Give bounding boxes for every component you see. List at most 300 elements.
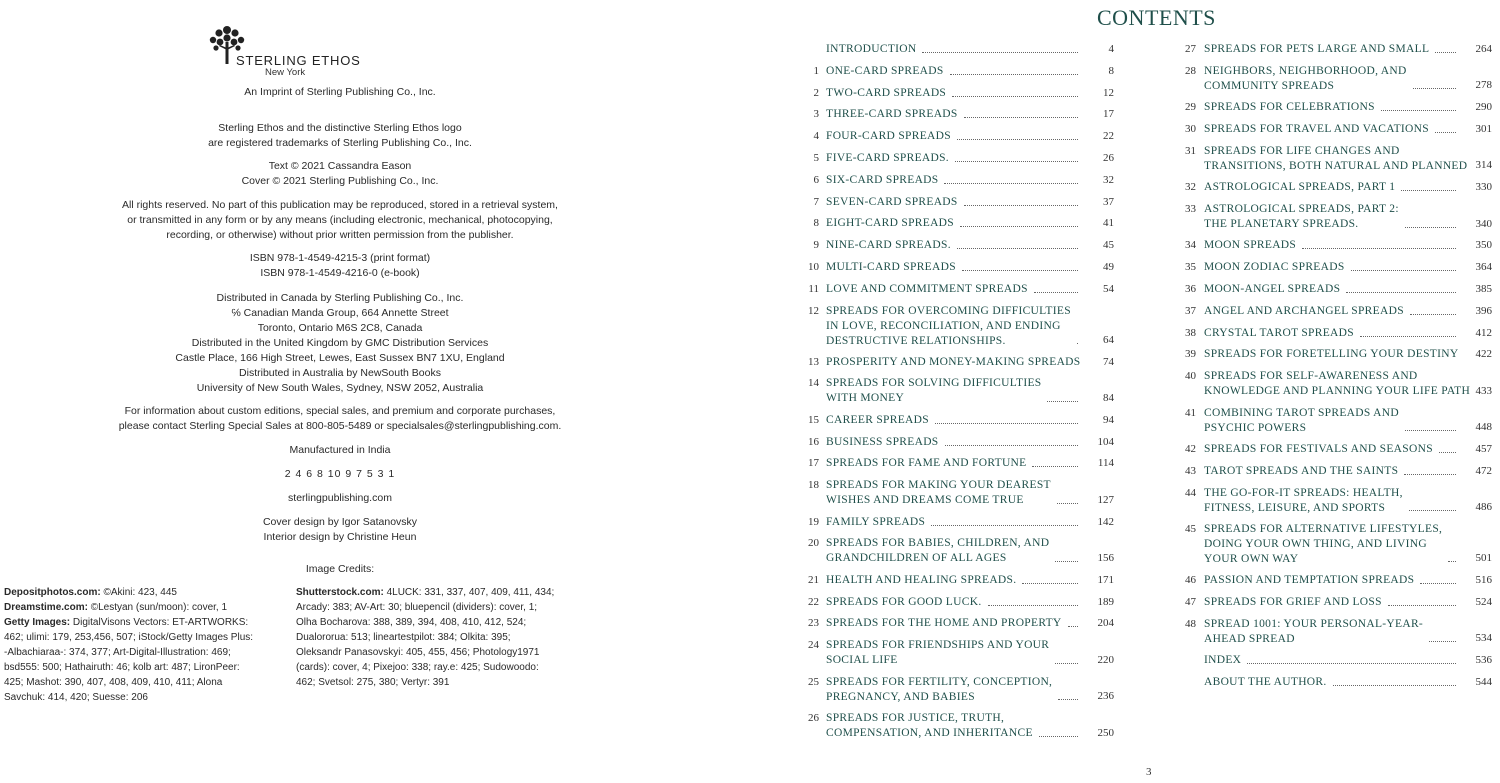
toc-leader-dots: [922, 52, 1078, 53]
toc-page-number: 330: [1475, 181, 1492, 194]
toc-leader-dots: [1405, 227, 1456, 228]
toc-page-number: 350: [1475, 239, 1492, 252]
toc-page-number: 314: [1475, 159, 1492, 172]
toc-chapter-number: 13: [808, 355, 819, 368]
brand-city: New York: [265, 67, 306, 78]
toc-page-number: 457: [1475, 443, 1492, 455]
toc-title-line: COMPENSATION, AND INHERITANCE: [826, 727, 1033, 739]
credit-line: [296, 600, 554, 615]
distribution-block: Distributed in Canada by Sterling Publishing Co., Inc. ℅ Canadian Manda Group, 664 Annette Street Toronto, Ontario M6S 2C8, Canada Distributed in the United Kingdom by GMC Distribution Services Castle Place, 166 High Street, Lewes, East Sussex BN7 1XU, England Distributed in Australia by NewSouth Books University of New South Wales, Sydney, NSW 2052, Australia: [175, 292, 505, 394]
toc-page-number: 171: [1097, 573, 1114, 586]
toc-chapter-number: 6: [813, 173, 819, 186]
image-credits-left: [4, 585, 253, 705]
toc-page-number: 448: [1475, 421, 1492, 434]
toc-title: [1204, 406, 1399, 436]
toc-leader-dots: [1022, 583, 1078, 584]
toc-title-line: SOCIAL LIFE: [826, 654, 898, 667]
toc-chapter-number: 8: [813, 217, 819, 230]
brand-name: STERLING ETHOS: [236, 53, 361, 68]
manufactured-line: Manufactured in India: [289, 444, 391, 456]
toc-page-number: 84: [1103, 391, 1114, 404]
toc-title-line: SPREADS FOR ALTERNATIVE LIFESTYLES,: [1204, 523, 1443, 535]
toc-leader-dots: [945, 445, 1078, 446]
trademark-notice: Sterling Ethos and the distinctive Sterling Ethos logo are registered trademarks of Sterling Publishing Co., Inc.: [208, 122, 472, 149]
image-credits-right: [296, 585, 554, 690]
toc-title: [1204, 595, 1382, 610]
toc-title-line: FIVE-CARD SPREADS.: [826, 152, 949, 164]
toc-title: [1204, 442, 1433, 457]
toc-page-number: 114: [1097, 457, 1114, 470]
toc-title-line: LOVE AND COMMITMENT SPREADS: [826, 282, 1028, 295]
toc-title-line: TAROT SPREADS AND THE SAINTS: [1204, 464, 1399, 477]
credit-text: Olha Bocharova: 388, 389, 394, 408, 410, 412, 524;: [296, 617, 527, 628]
toc-page-number: 236: [1097, 690, 1114, 703]
toc-leader-dots: [988, 605, 1078, 606]
toc-page-number: 189: [1097, 595, 1114, 608]
toc-title: [826, 595, 982, 610]
toc-page-number: 396: [1475, 304, 1492, 317]
toc-chapter-number: 4: [813, 130, 819, 143]
toc-title-line: ASTROLOGICAL SPREADS, PART 2:: [1204, 203, 1399, 215]
toc-page-number: 544: [1475, 675, 1492, 688]
toc-leader-dots: [960, 226, 1078, 227]
toc-title: [826, 238, 951, 253]
toc-chapter-number: 28: [1185, 64, 1196, 77]
toc-title-line: PREGNANCY, AND BABIES: [826, 690, 975, 703]
toc-title-line: SPREADS FOR THE HOME AND PROPERTY: [826, 617, 1062, 630]
toc-chapter-number: 14: [808, 377, 819, 390]
toc-title-line: THE GO-FOR-IT SPREADS: HEALTH,: [1204, 486, 1403, 499]
toc-title: [826, 616, 1062, 631]
toc-title-line: SIX-CARD SPREADS: [826, 173, 939, 186]
toc-chapter-number: 11: [808, 282, 819, 295]
toc-chapter-number: 29: [1185, 101, 1196, 114]
toc-title: [1204, 238, 1296, 253]
credit-line: [4, 585, 253, 600]
toc-title-line: SPREADS FOR TRAVEL AND VACATIONS: [1204, 123, 1429, 135]
toc-chapter-number: 43: [1185, 464, 1196, 477]
credit-text: (cards): cover, 4; Pixejoo: 338; ray.e: 425; Sudowoodo:: [296, 662, 539, 673]
toc-title-line: MOON SPREADS: [1204, 239, 1297, 252]
toc-title-line: AHEAD SPREAD: [1204, 632, 1295, 645]
credit-text: 425; Mashot: 390, 407, 408, 409, 410, 411; Alona: [4, 677, 223, 688]
special-sales-block: For information about custom editions, special sales, and premium and corporate purchases, please contact Sterling Special Sales at 800-805-5489 or specialsales@sterlingpublishing.com.: [118, 405, 562, 432]
toc-chapter-number: 15: [808, 413, 819, 426]
toc-leader-dots: [1247, 663, 1456, 664]
toc-leader-dots: [964, 205, 1078, 206]
toc-page-number: 220: [1097, 653, 1114, 666]
credit-line: [296, 630, 554, 645]
toc-page-number: 32: [1103, 173, 1114, 186]
toc-title: [826, 515, 925, 530]
toc-chapter-number: 7: [813, 195, 819, 208]
toc-page-number: 127: [1097, 493, 1114, 506]
toc-title-line: CRYSTAL TAROT SPREADS: [1204, 326, 1354, 339]
toc-title-line: EIGHT-CARD SPREADS: [826, 217, 954, 230]
toc-title-line: NINE-CARD SPREADS.: [826, 239, 951, 252]
toc-page-number: 534: [1475, 632, 1492, 645]
toc-title-line: BUSINESS SPREADS: [826, 435, 939, 448]
toc-title: [1204, 675, 1327, 690]
toc-title: [1204, 202, 1399, 232]
toc-page-number: 8: [1108, 64, 1114, 77]
credit-text: 462; ulimi: 179, 253,456, 507; iStock/Getty Images Plus:: [4, 632, 254, 643]
toc-title: [826, 456, 1026, 471]
toc-title-line: COMMUNITY SPREADS: [1204, 79, 1335, 92]
credit-line: [4, 600, 253, 615]
toc-chapter-number: 24: [808, 639, 819, 652]
toc-title: [826, 151, 949, 166]
toc-page-number: 290: [1475, 101, 1492, 114]
credit-line: [4, 690, 253, 705]
toc-title: [1204, 653, 1241, 668]
toc-leader-dots: [944, 183, 1078, 184]
toc-title-line: THE PLANETARY SPREADS.: [1204, 218, 1359, 230]
toc-title-line: ASTROLOGICAL SPREADS, PART 1: [1204, 181, 1396, 194]
toc-title-line: SPREADS FOR FAME AND FORTUNE: [826, 457, 1027, 470]
toc-title-line: SPREADS FOR MAKING YOUR DEAREST: [826, 479, 1051, 492]
toc-page-number: 472: [1475, 464, 1492, 477]
toc-title: [1204, 42, 1429, 57]
credit-text: -Albachiaraa-: 374, 377; Art-Digital-Illustration: 469;: [4, 647, 231, 658]
toc-page-number: 26: [1103, 152, 1114, 164]
credit-line: [4, 675, 253, 690]
toc-title-line: IN LOVE, RECONCILIATION, AND ENDING: [826, 319, 1061, 332]
toc-title: [1204, 617, 1423, 647]
credit-source: Depositphotos.com:: [4, 587, 101, 598]
toc-chapter-number: 44: [1185, 486, 1196, 499]
toc-title: [1204, 486, 1403, 516]
isbn-block: ISBN 978-1-4549-4215-3 (print format) ISBN 978-1-4549-4216-0 (e-book): [249, 252, 431, 279]
toc-leader-dots: [955, 161, 1078, 162]
credit-line: [4, 645, 253, 660]
toc-title: [1204, 122, 1429, 137]
toc-page-number: 12: [1103, 86, 1114, 99]
toc-title: [1204, 522, 1442, 567]
credit-line: [4, 630, 253, 645]
toc-chapter-number: 34: [1185, 239, 1196, 252]
toc-page-number: 524: [1475, 595, 1492, 608]
credit-text: Oleksandr Panasovskyi: 405, 455, 456; Photology1971: [296, 647, 540, 658]
imprint-tagline: An Imprint of Sterling Publishing Co., Inc.: [244, 86, 436, 98]
toc-title-line: SPREADS FOR FORETELLING YOUR DESTINY: [1204, 348, 1459, 361]
toc-page-number: 156: [1097, 551, 1114, 564]
toc-chapter-number: 18: [808, 479, 819, 492]
toc-title-line: SEVEN-CARD SPREADS: [826, 195, 958, 208]
toc-title-line: PSYCHIC POWERS: [1204, 421, 1307, 434]
toc-title-line: FAMILY SPREADS: [826, 515, 926, 528]
toc-title-line: MULTI-CARD SPREADS: [826, 261, 956, 273]
toc-title-line: SPREADS FOR JUSTICE, TRUTH,: [826, 712, 1005, 724]
toc-title-line: TRANSITIONS, BOTH NATURAL AND PLANNED: [1204, 159, 1468, 172]
toc-page-number: 94: [1103, 413, 1114, 426]
toc-chapter-number: 30: [1185, 123, 1196, 135]
toc-page-number: 74: [1103, 355, 1114, 368]
toc-chapter-number: 21: [808, 573, 819, 586]
toc-chapter-number: 27: [1185, 43, 1196, 55]
credit-text: 462; Svetsol: 275, 380; Vertyr: 391: [296, 677, 450, 688]
toc-chapter-number: 19: [808, 515, 819, 528]
toc-chapter-number: 5: [813, 152, 819, 164]
toc-page-number: 250: [1097, 726, 1114, 739]
toc-title: [826, 173, 938, 188]
toc-leader-dots: [1388, 605, 1456, 606]
toc-page-number: 37: [1103, 195, 1114, 208]
toc-chapter-number: 31: [1185, 144, 1196, 157]
toc-chapter-number: 38: [1185, 326, 1196, 339]
toc-leader-dots: [1404, 474, 1456, 475]
toc-title-line: ABOUT THE AUTHOR.: [1204, 675, 1327, 688]
credit-text: ©Akini: 423, 445: [100, 587, 177, 598]
toc-title-line: SPREAD 1001: YOUR PERSONAL-YEAR-: [1204, 617, 1424, 630]
contents-title: CONTENTS: [1097, 5, 1216, 30]
toc-chapter-number: 37: [1185, 304, 1196, 317]
toc-chapter-number: 33: [1185, 203, 1196, 215]
credit-line: [296, 660, 554, 675]
toc-page-number: 41: [1103, 217, 1114, 230]
toc-title-line: HEALTH AND HEALING SPREADS.: [826, 573, 1017, 586]
toc-page-number: 516: [1475, 574, 1492, 586]
toc-leader-dots: [952, 96, 1078, 97]
toc-title: [826, 64, 944, 79]
toc-title-line: SPREADS FOR FRIENDSHIPS AND YOUR: [826, 639, 1050, 652]
credit-text: Arcady: 383; AV-Art: 30; bluepencil (dividers): cover, 1;: [296, 602, 538, 613]
toc-title-line: INTRODUCTION: [826, 43, 917, 55]
toc-title: [1204, 282, 1340, 297]
toc-title-line: SPREADS FOR CELEBRATIONS: [1204, 101, 1375, 114]
toc-title-line: COMBINING TAROT SPREADS AND: [1204, 406, 1399, 419]
toc-title-line: SPREADS FOR OVERCOMING DIFFICULTIES: [826, 304, 1071, 317]
toc-title: [1204, 326, 1354, 341]
credit-source: Dreamstime.com:: [4, 602, 88, 613]
toc-title: [826, 638, 1049, 668]
toc-title-line: CAREER SPREADS: [826, 413, 929, 426]
toc-page-number: 301: [1475, 123, 1492, 135]
toc-leader-dots: [1401, 190, 1456, 191]
toc-chapter-number: 48: [1185, 617, 1196, 630]
toc-chapter-number: 40: [1185, 370, 1196, 383]
toc-title: [826, 304, 1071, 349]
toc-title: [826, 42, 916, 57]
toc-title-line: MOON-ANGEL SPREADS: [1204, 283, 1341, 295]
toc-page-number: 433: [1475, 384, 1492, 397]
toc-chapter-number: 9: [813, 239, 819, 252]
toc-title: [826, 216, 954, 231]
toc-page-number: 385: [1475, 283, 1492, 295]
toc-page-number: 278: [1475, 79, 1492, 92]
toc-chapter-number: 2: [813, 86, 819, 99]
toc-title-line: PASSION AND TEMPTATION SPREADS: [1204, 574, 1415, 586]
toc-title: [826, 536, 1049, 566]
toc-page-number: 64: [1103, 333, 1114, 346]
toc-title: [826, 413, 929, 428]
toc-title: [826, 675, 1052, 705]
toc-chapter-number: 17: [808, 457, 819, 470]
toc-chapter-number: 36: [1185, 283, 1196, 295]
toc-page-number: 412: [1475, 326, 1492, 339]
toc-chapter-number: 25: [808, 675, 819, 688]
toc-leader-dots: [964, 117, 1078, 118]
toc-chapter-number: 45: [1185, 523, 1196, 535]
toc-page-number: 104: [1097, 435, 1114, 448]
credit-source: Shutterstock.com:: [296, 587, 384, 598]
toc-leader-dots: [935, 423, 1078, 424]
toc-chapter-number: 1: [813, 64, 819, 77]
toc-title-line: FITNESS, LEISURE, AND SPORTS: [1204, 501, 1386, 514]
toc-title: [826, 355, 1080, 370]
toc-title-line: WISHES AND DREAMS COME TRUE: [826, 494, 1024, 507]
toc-leader-dots: [1420, 583, 1456, 584]
toc-title: [826, 376, 1041, 406]
rights-notice: All rights reserved. No part of this publication may be reproduced, stored in a retrieval system, or transmitted in any form or by any means (including electronic, mechanical, photocopying, recording, or otherwise) without prior written permission from the publisher.: [122, 199, 558, 241]
toc-leader-dots: [957, 139, 1078, 140]
credit-line: [296, 675, 554, 690]
toc-leader-dots: [1346, 292, 1456, 293]
credit-source: Getty Images:: [4, 617, 71, 628]
toc-title-line: MOON ZODIAC SPREADS: [1204, 261, 1345, 274]
credit-text: 4LUCK: 331, 337, 407, 409, 411, 434;: [383, 587, 555, 598]
toc-title-line: DESTRUCTIVE RELATIONSHIPS.: [826, 334, 1006, 347]
toc-title-line: NEIGHBORS, NEIGHBORHOOD, AND: [1204, 64, 1407, 77]
image-credits-title: Image Credits:: [305, 563, 375, 575]
credit-line: [296, 585, 554, 600]
toc-page-number: 204: [1097, 617, 1114, 630]
page-folio: 3: [1146, 766, 1152, 778]
toc-leader-dots: [950, 74, 1078, 75]
toc-leader-dots: [1410, 314, 1456, 315]
toc-title-line: SPREADS FOR GOOD LUCK.: [826, 595, 982, 608]
toc-chapter-number: 23: [808, 617, 819, 630]
toc-chapter-number: 26: [808, 712, 819, 724]
toc-chapter-number: 10: [808, 261, 819, 273]
toc-chapter-number: 41: [1185, 406, 1196, 419]
toc-leader-dots: [1333, 685, 1456, 686]
toc-leader-dots: [1302, 248, 1456, 249]
toc-leader-dots: [1405, 430, 1456, 431]
credit-line: [296, 615, 554, 630]
toc-page-number: 340: [1475, 217, 1492, 230]
credit-text: Savchuk: 414, 420; Suesse: 206: [4, 692, 148, 703]
toc-page-number: 17: [1103, 108, 1114, 121]
toc-title-line: SPREADS FOR GRIEF AND LOSS: [1204, 595, 1382, 608]
toc-title: [1204, 144, 1467, 174]
toc-leader-dots: [1039, 736, 1078, 737]
toc-chapter-number: 47: [1185, 595, 1196, 608]
toc-title-line: ANGEL AND ARCHANGEL SPREADS: [1204, 304, 1404, 317]
credit-text: DigitalVisons Vectors: ET-ARTWORKS:: [70, 617, 249, 628]
design-credits: Cover design by Igor Satanovsky Interior design by Christine Heun: [262, 516, 418, 543]
toc-title: [826, 435, 939, 450]
toc-title-line: YOUR OWN WAY: [1204, 553, 1299, 565]
toc-title: [1204, 573, 1414, 588]
toc-title: [826, 282, 1028, 297]
toc-page-number: 501: [1475, 552, 1492, 565]
toc-title: [1204, 260, 1345, 275]
toc-leader-dots: [1360, 336, 1456, 337]
toc-title-line: ONE-CARD SPREADS: [826, 64, 944, 77]
toc-title: [826, 711, 1033, 741]
toc-chapter-number: 32: [1185, 181, 1196, 194]
toc-chapter-number: 12: [808, 304, 819, 317]
toc-title: [826, 260, 956, 275]
toc-title: [826, 129, 951, 144]
toc-title: [826, 478, 1051, 508]
toc-page-number: 486: [1475, 501, 1492, 514]
printing-line: 2 4 6 8 10 9 7 5 3 1: [284, 468, 396, 480]
toc-title-line: INDEX: [1204, 654, 1242, 666]
toc-page-number: 22: [1103, 130, 1114, 143]
toc-title: [826, 107, 958, 122]
toc-chapter-number: 16: [808, 435, 819, 448]
toc-title-line: SPREADS FOR LIFE CHANGES AND: [1204, 144, 1400, 157]
toc-title-line: KNOWLEDGE AND PLANNING YOUR LIFE PATH: [1204, 385, 1471, 398]
toc-title-line: DOING YOUR OWN THING, AND LIVING: [1204, 538, 1427, 550]
toc-page-number: 4: [1108, 43, 1114, 55]
toc-title-line: PROSPERITY AND MONEY-MAKING SPREADS: [826, 355, 1081, 368]
toc-page-number: 142: [1097, 515, 1114, 528]
toc-title: [1204, 100, 1375, 115]
credit-text: bsd555: 500; Hathairuth: 46; kolb art: 487; LironPeer:: [4, 662, 240, 673]
toc-page-number: 536: [1475, 654, 1492, 666]
toc-title-line: SPREADS FOR BABIES, CHILDREN, AND: [826, 537, 1050, 550]
toc-title-line: GRANDCHILDREN OF ALL AGES: [826, 552, 1007, 565]
toc-leader-dots: [962, 270, 1078, 271]
toc-leader-dots: [1034, 292, 1078, 293]
credit-line: [4, 615, 253, 630]
copyright-notice: Text © 2021 Cassandra Eason Cover © 2021 Sterling Publishing Co., Inc.: [241, 160, 439, 187]
website-line: sterlingpublishing.com: [288, 492, 392, 504]
toc-title: [826, 86, 946, 101]
toc-page-number: 49: [1103, 261, 1114, 273]
toc-chapter-number: 46: [1185, 574, 1196, 586]
credit-text: Dualororua: 513; lineartestpilot: 384; Olkita: 395;: [296, 632, 511, 643]
toc-chapter-number: 22: [808, 595, 819, 608]
toc-title-line: WITH MONEY: [826, 392, 905, 405]
toc-title: [826, 195, 958, 210]
toc-title: [1204, 180, 1395, 195]
toc-leader-dots: [1351, 270, 1456, 271]
toc-title-line: SPREADS FOR PETS LARGE AND SMALL: [1204, 43, 1430, 55]
toc-title-line: SPREADS FOR SELF-AWARENESS AND: [1204, 370, 1418, 383]
toc-leader-dots: [1409, 510, 1456, 511]
toc-chapter-number: 42: [1185, 443, 1196, 455]
toc-title-line: FOUR-CARD SPREADS: [826, 130, 951, 143]
credit-text: ©Lestyan (sun/moon): cover, 1: [87, 602, 228, 613]
toc-leader-dots: [1413, 88, 1456, 89]
toc-chapter-number: 20: [808, 537, 819, 550]
toc-title: [1204, 464, 1398, 479]
toc-title-line: SPREADS FOR FESTIVALS AND SEASONS: [1204, 443, 1433, 455]
toc-page-number: 45: [1103, 239, 1114, 252]
toc-chapter-number: 39: [1185, 348, 1196, 361]
credit-line: [296, 645, 554, 660]
toc-title-line: THREE-CARD SPREADS: [826, 108, 958, 121]
toc-title-line: SPREADS FOR SOLVING DIFFICULTIES: [826, 377, 1042, 390]
toc-title-line: SPREADS FOR FERTILITY, CONCEPTION,: [826, 675, 1053, 688]
toc-leader-dots: [1381, 110, 1456, 111]
toc-title: [826, 573, 1016, 588]
toc-page-number: 54: [1103, 282, 1114, 295]
toc-page-number: 264: [1475, 43, 1492, 55]
credit-line: [4, 660, 253, 675]
toc-leader-dots: [931, 525, 1078, 526]
toc-title-line: TWO-CARD SPREADS: [826, 86, 947, 99]
toc-chapter-number: 35: [1185, 261, 1196, 274]
toc-leader-dots: [1032, 466, 1078, 467]
toc-title: [1204, 347, 1458, 362]
toc-chapter-number: 3: [813, 108, 819, 121]
toc-title: [1204, 304, 1404, 319]
